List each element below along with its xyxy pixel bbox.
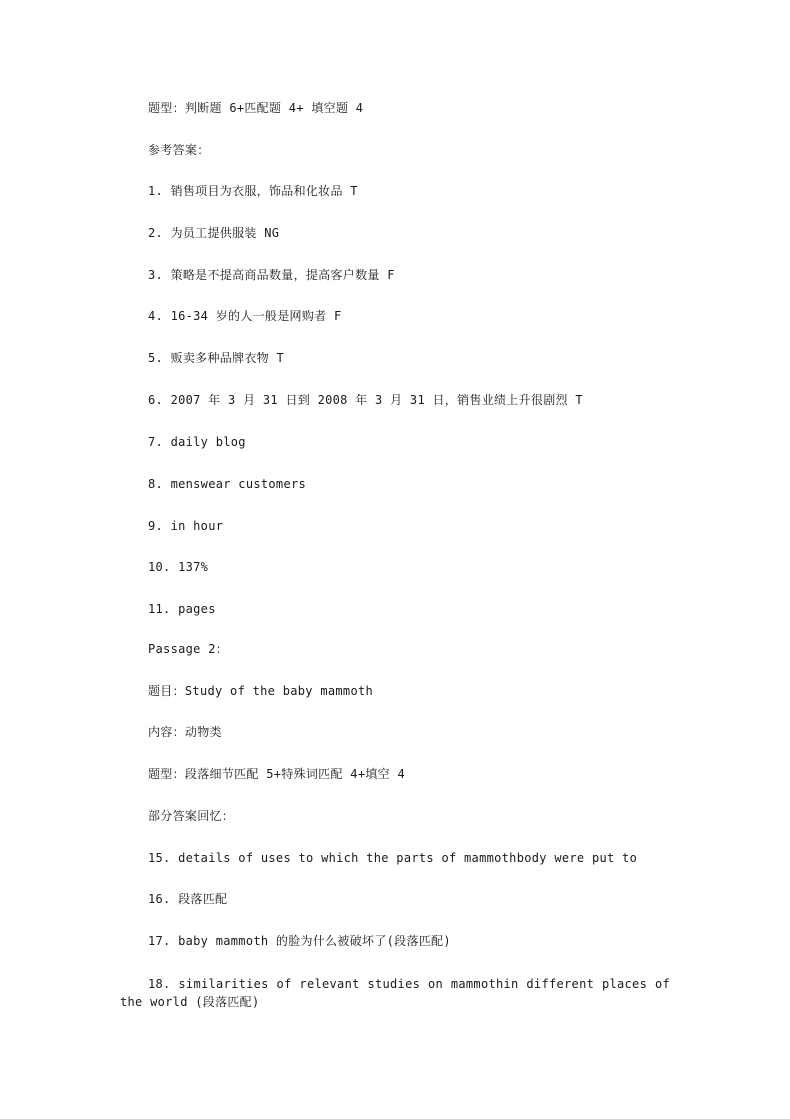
answer-16: 16. 段落匹配 (148, 892, 228, 906)
answer-7: 7. daily blog (148, 435, 246, 449)
passage-2-content: 内容：动物类 (148, 725, 222, 739)
answer-8: 8. menswear customers (148, 477, 307, 491)
answer-3: 3. 策略是不提高商品数量，提高客户数量 F (148, 268, 395, 282)
answer-1: 1. 销售项目为衣服，饰品和化妆品 T (148, 184, 358, 198)
answer-2: 2. 为员工提供服装 NG (148, 226, 280, 240)
answers-heading: 参考答案： (148, 143, 210, 157)
answer-15: 15. details of uses to which the parts of mammothbody were put to (148, 851, 638, 865)
passage-2-question-types: 题型：段落细节匹配 5+特殊词匹配 4+填空 4 (148, 767, 405, 781)
question-types-line: 题型：判断题 6+匹配题 4+ 填空题 4 (148, 101, 364, 115)
answer-5: 5. 贩卖多种品牌衣物 T (148, 351, 285, 365)
passage-2-heading: Passage 2： (148, 642, 229, 656)
answer-18: 18. similarities of relevant studies on mammothin different places of the world (段落匹配) (120, 977, 670, 1009)
answer-17: 17. baby mammoth 的脸为什么被破坏了(段落匹配) (148, 934, 451, 948)
answer-6: 6. 2007 年 3 月 31 日到 2008 年 3 月 31 日，销售业绩上升很剧烈 T (148, 393, 583, 407)
partial-answers-heading: 部分答案回忆： (148, 809, 235, 823)
answer-10: 10. 137% (148, 560, 209, 574)
passage-2-title: 题目：Study of the baby mammoth (148, 684, 374, 698)
answer-11: 11. pages (148, 602, 216, 616)
answer-9: 9. in hour (148, 519, 224, 533)
answer-4: 4. 16-34 岁的人一般是网购者 F (148, 309, 342, 323)
